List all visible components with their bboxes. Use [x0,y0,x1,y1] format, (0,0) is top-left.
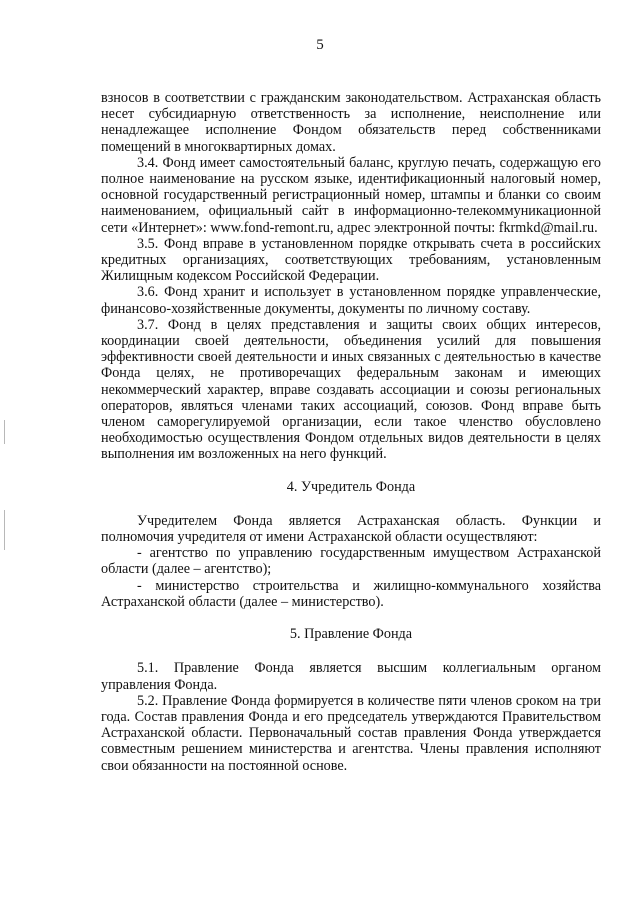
paragraph-3-7: 3.7. Фонд в целях представления и защиты своих общих интересов, координации своей деятельности, объединения усилий для повышения эффективности своей деятельности и иных связанных с деятельностью в качестве Фонда целях, не противоречащих федеральным законам и имеющих некоммерческий характер, вправе создавать ассоциации и союзы региональных операторов, являться членами таких ассоциаций, союзов. Фонд вправе быть членом саморегулируемой организации, если такое членство обусловлено необходимостью осуществления Фондом отдельных видов деятельности в целях выполнения им возложенных на него функций. [101,316,601,463]
paragraph-5-2: 5.2. Правление Фонда формируется в количестве пяти членов сроком на три года. Состав правления Фонда и его председатель утверждаются Правительством Астраханской области. Первоначальный состав правления Фонда утверждается совместным решением министерства и агентства. Члены правления исполняют свои обязанности на постоянной основе. [101,692,601,774]
document-body [101,90,601,774]
spacer [101,495,601,513]
spacer [101,610,601,626]
scan-artifact-line [4,420,5,444]
spacer [101,642,601,660]
paragraph-4-founder: Учредителем Фонда является Астраханская область. Функции и полномочия учредителя от имени Астраханской области осуществляют: [101,512,601,546]
paragraph-3-6: 3.6. Фонд хранит и использует в установленном порядке управленческие, финансово-хозяйственные документы, документы по личному составу. [101,284,601,317]
section-4-heading: 4. Учредитель Фонда [286,478,416,495]
paragraph-3-5: 3.5. Фонд вправе в установленном порядке открывать счета в российских кредитных организациях, соответствующих требованиям, установленным Жилищным кодексом Российской Федерации. [101,235,601,285]
paragraph-5-1: 5.1. Правление Фонда является высшим коллегиальным органом управления Фонда. [101,660,601,693]
spacer [101,463,601,479]
list-item-ministry: - министерство строительства и жилищно-коммунального хозяйства Астраханской области (далее – министерство). [101,577,601,610]
section-5-heading: 5. Правление Фонда [289,626,413,643]
page-number: 5 [316,37,324,53]
paragraph-intro-continuation: взносов в соответствии с гражданским законодательством. Астраханская область несет субсидиарную ответственность за исполнение, неисполнение или ненадлежащее исполнение Фондом обязательств перед собственниками помещений в многоквартирных домах. [101,90,601,155]
list-item-agency: - агентство по управлению государственным имуществом Астраханской области (далее – агентство); [101,545,601,578]
scan-artifact-line [4,510,5,550]
paragraph-3-4: 3.4. Фонд имеет самостоятельный баланс, круглую печать, содержащую его полное наименование на русском языке, идентификационный налоговый номер, основной государственный регистрационный номер, штампы и бланки со своим наименованием, официальный сайт в информационно-телекоммуникационной сети «Интернет»: www.fond-remont.ru, адрес электронной почты: fkrmkd@mail.ru. [101,154,601,236]
